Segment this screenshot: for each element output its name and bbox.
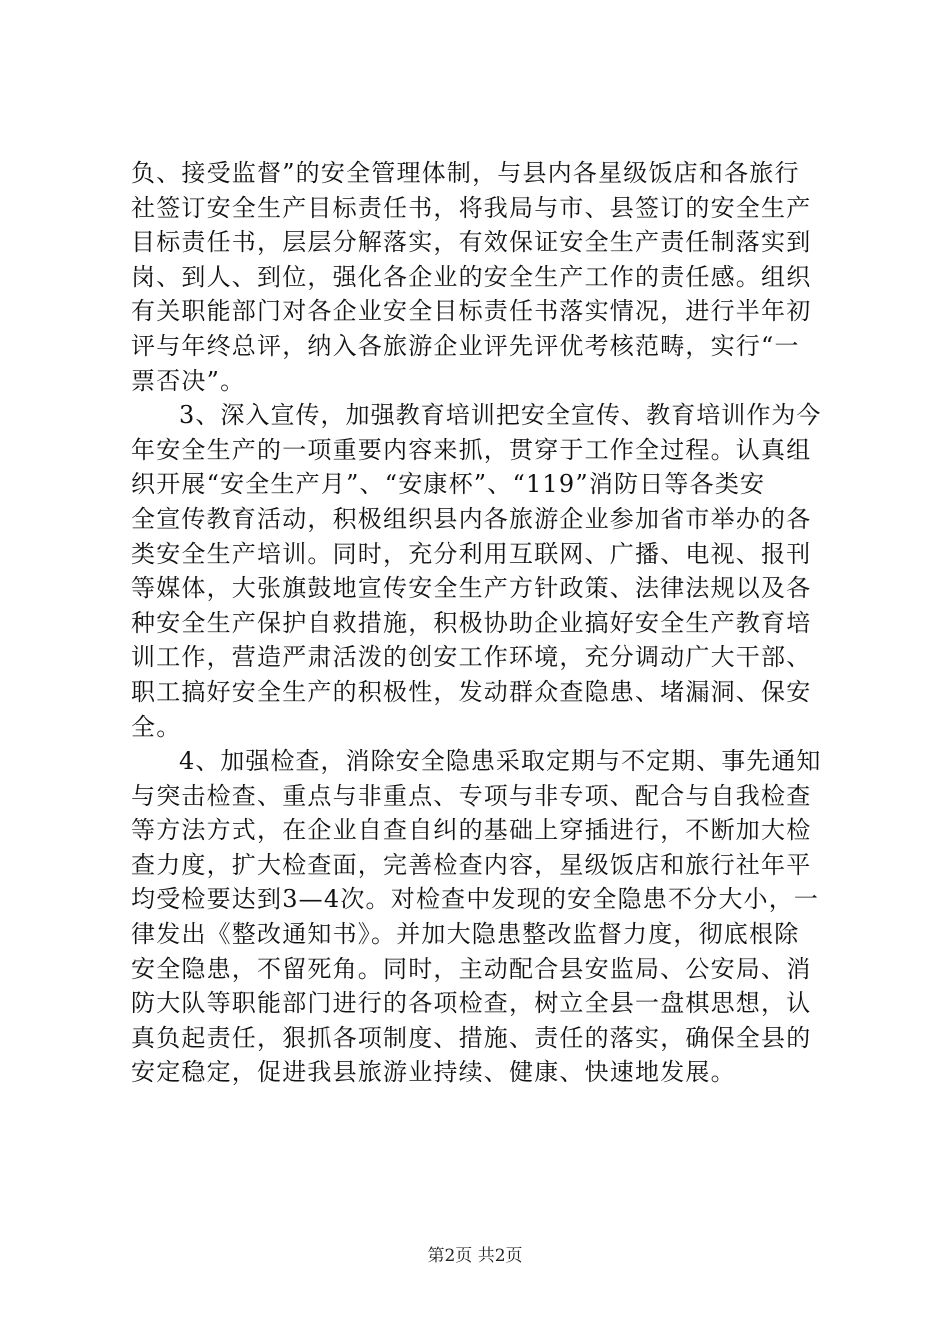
- text-line: 训工作，营造严肃活泼的创安工作环境，充分调动广大干部、: [131, 643, 812, 672]
- document-body: [131, 156, 821, 1090]
- text-line: 防大队等职能部门进行的各项检查，树立全县一盘棋思想，认: [131, 989, 812, 1018]
- text-line: 与突击检查、重点与非重点、专项与非专项、配合与自我检查: [131, 781, 812, 810]
- text-line: 等方法方式，在企业自查自纠的基础上穿插进行，不断加大检: [131, 816, 812, 845]
- text-line: 类安全生产培训。同时，充分利用互联网、广播、电视、报刊: [131, 539, 812, 568]
- text-line: 全。: [131, 712, 182, 741]
- text-line: 评与年终总评，纳入各旅游企业评先评优考核范畴，实行“一: [131, 331, 800, 360]
- text-line: 负、接受监督”的安全管理体制，与县内各星级饭店和各旅行: [131, 159, 800, 187]
- text-line: 年安全生产的一项重要内容来抓，贯穿于工作全过程。认真组: [131, 435, 812, 464]
- text-line: 织开展“安全生产月”、“安康杯”、“119”消防日等各类安: [131, 470, 766, 499]
- paragraph-first-line: 4、加强检查，消除安全隐患采取定期与不定期、事先通知: [179, 747, 822, 776]
- paragraph-first-line: 3、深入宣传，加强教育培训把安全宣传、教育培训作为今: [179, 401, 822, 430]
- page-footer: 第2页 共2页: [427, 1246, 523, 1266]
- text-line: 全宣传教育活动，积极组织县内各旅游企业参加省市举办的各: [131, 504, 812, 533]
- text-line: 种安全生产保护自救措施，积极协助企业搞好安全生产教育培: [131, 608, 812, 637]
- text-line: 安全隐患，不留死角。同时，主动配合县安监局、公安局、消: [131, 954, 812, 983]
- text-line: 票否决”。: [131, 366, 246, 395]
- text-line: 职工搞好安全生产的积极性，发动群众查隐患、堵漏洞、保安: [131, 677, 812, 706]
- text-line: 有关职能部门对各企业安全目标责任书落实情况，进行半年初: [131, 297, 812, 326]
- text-line: 岗、到人、到位，强化各企业的安全生产工作的责任感。组织: [131, 262, 812, 291]
- text-line: 真负起责任，狠抓各项制度、措施、责任的落实，确保全县的: [131, 1023, 812, 1052]
- text-line: 律发出《整改通知书》。并加大隐患整改监督力度，彻底根除: [131, 920, 800, 949]
- text-line: 目标责任书，层层分解落实，有效保证安全生产责任制落实到: [131, 228, 812, 257]
- text-line: 等媒体，大张旗鼓地宣传安全生产方针政策、法律法规以及各: [131, 574, 812, 603]
- text-line: 查力度，扩大检查面，完善检查内容，星级饭店和旅行社年平: [131, 850, 812, 879]
- text-line: 均受检要达到3—4次。对检查中发现的安全隐患不分大小，一: [131, 885, 820, 914]
- text-line: 安定稳定，促进我县旅游业持续、健康、快速地发展。: [131, 1058, 736, 1087]
- text-line: 社签订安全生产目标责任书，将我局与市、县签订的安全生产: [131, 193, 812, 222]
